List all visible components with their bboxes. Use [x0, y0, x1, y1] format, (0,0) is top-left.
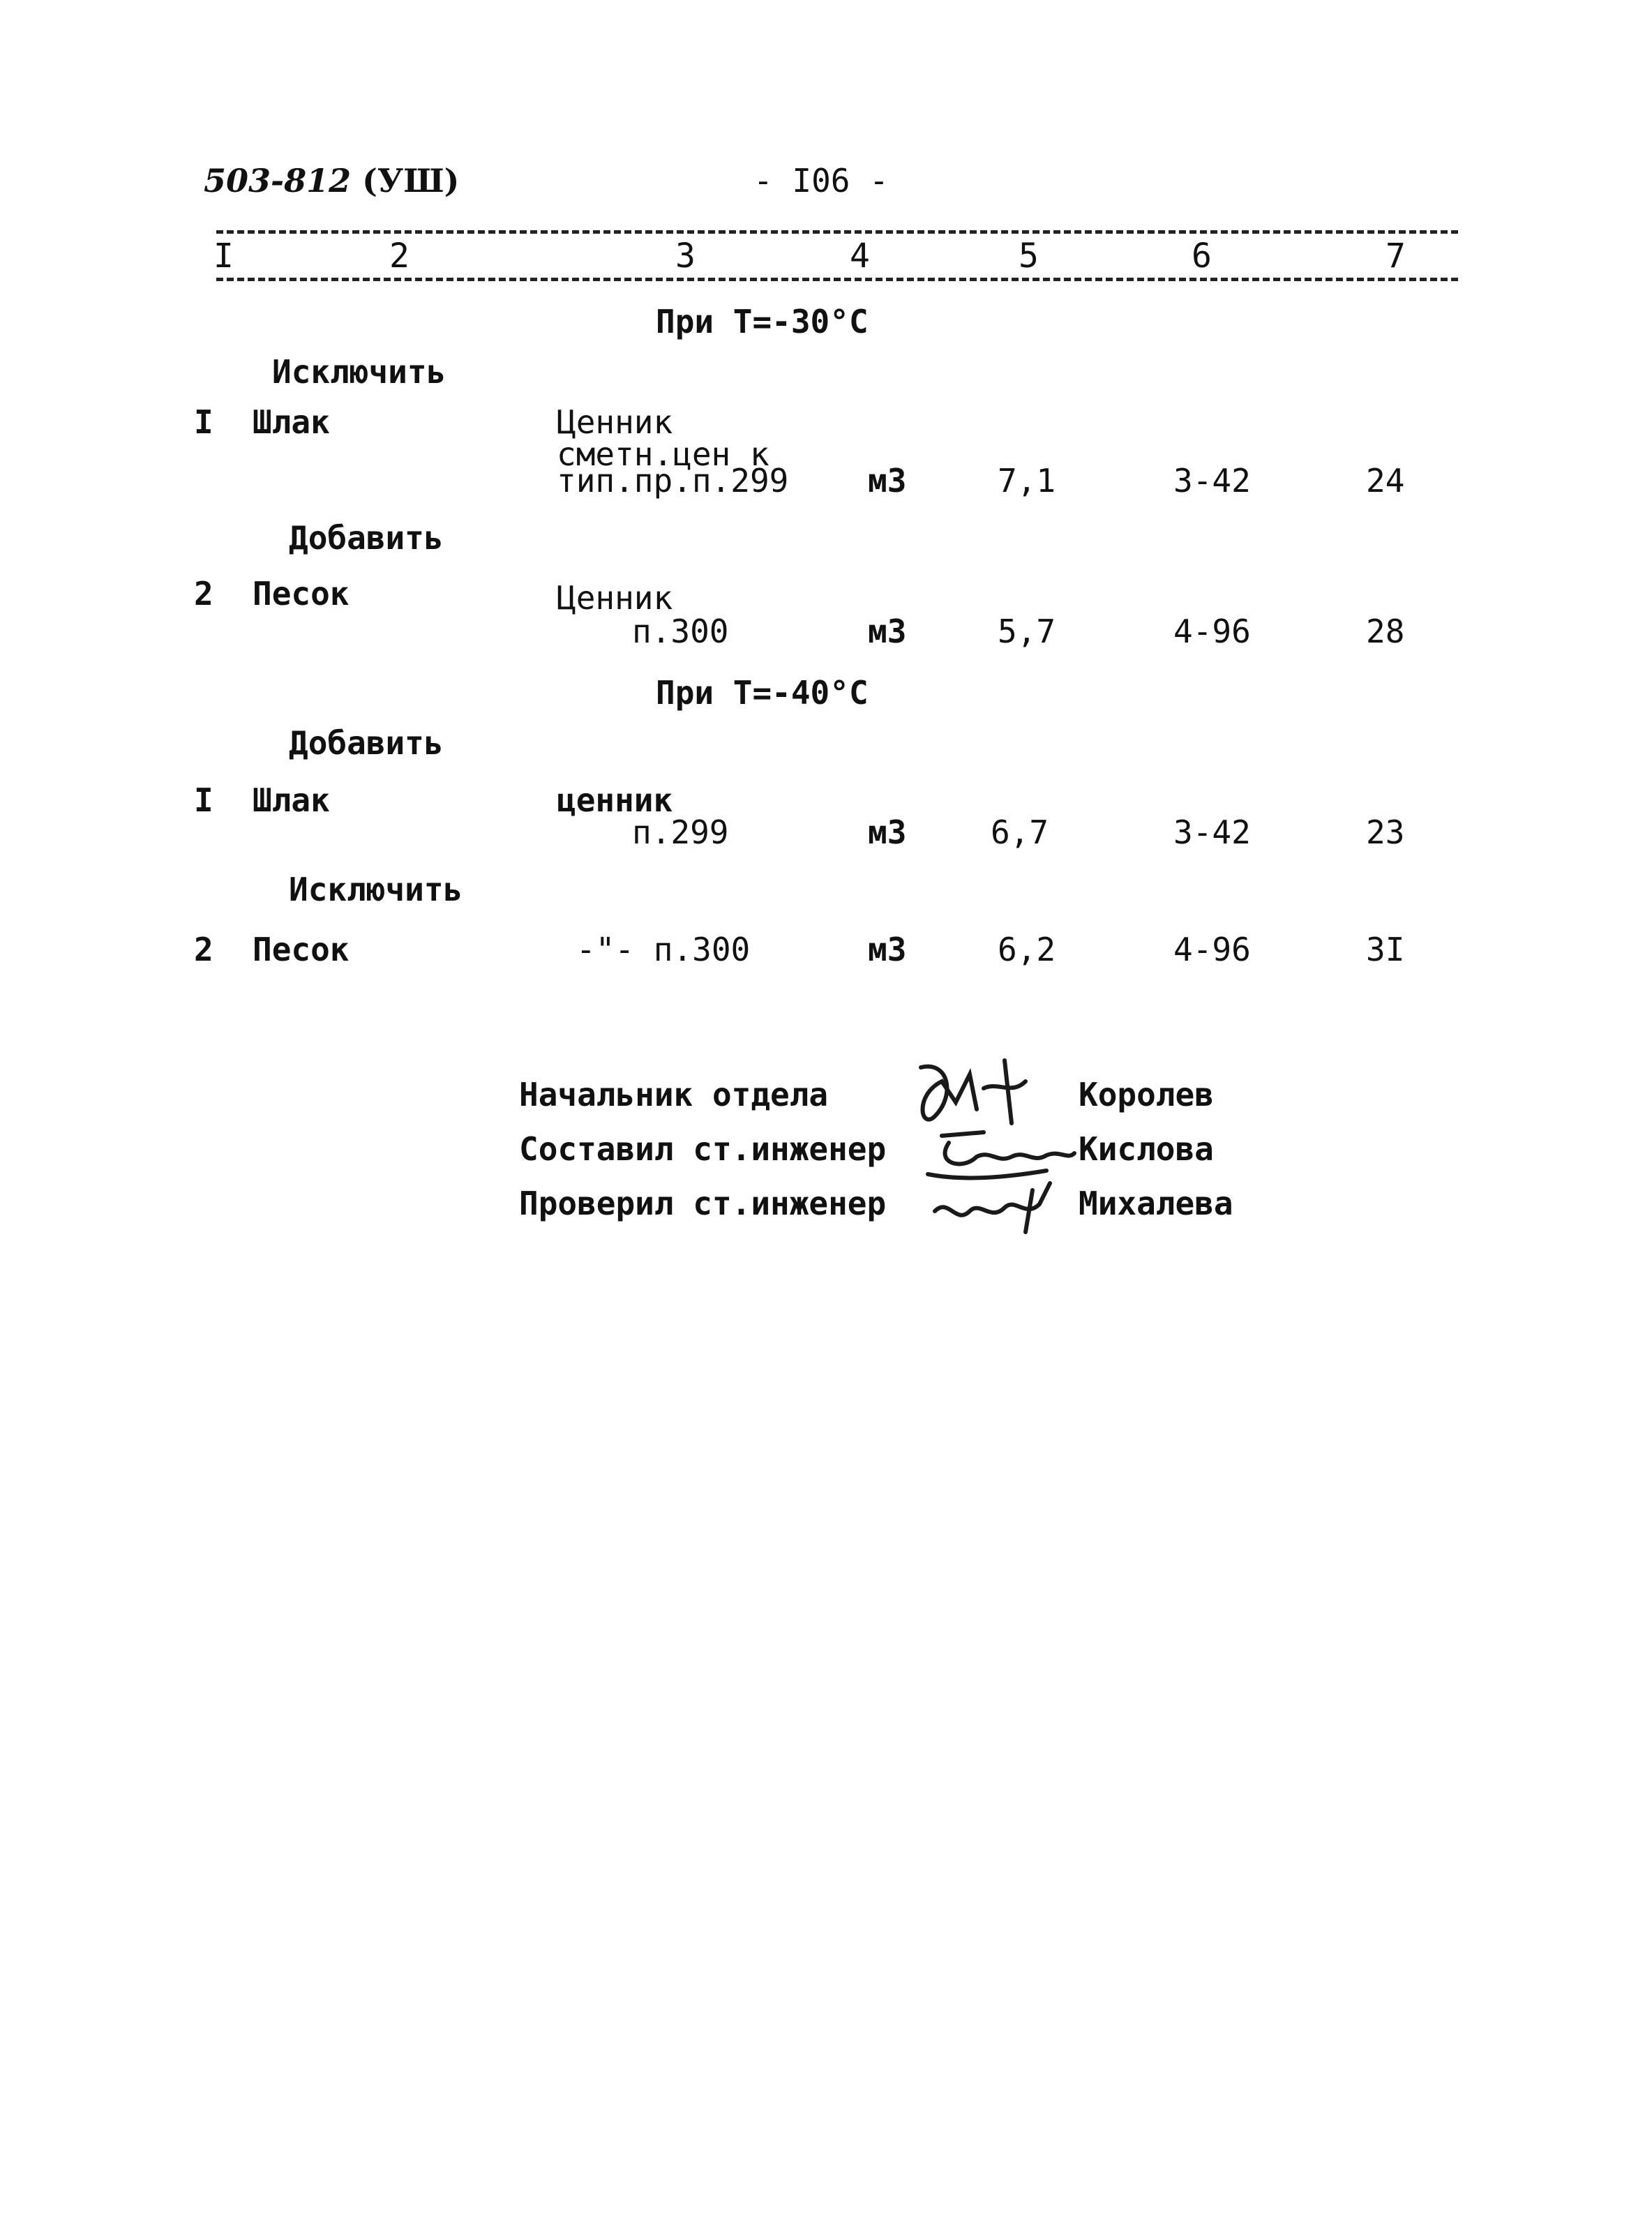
page-number: - I06 -: [753, 162, 889, 200]
material-name: Шлак: [253, 781, 330, 819]
signature-reviewer: [928, 1176, 1060, 1239]
column-number-6: 6: [1192, 237, 1212, 276]
source-line: Ценник: [557, 579, 673, 617]
unit: м3: [868, 462, 907, 500]
column-number-2: 2: [389, 237, 410, 276]
column-number-5: 5: [1019, 237, 1039, 276]
quantity: 7,1: [998, 462, 1056, 500]
exclude-label: Исключить: [289, 871, 463, 908]
signatory-role: Проверил ст.инженер: [519, 1185, 887, 1222]
source-line: Ценник: [557, 403, 673, 441]
unit-price: 4-96: [1173, 931, 1251, 968]
total-cost: 28: [1366, 613, 1405, 650]
row-number: I: [194, 781, 213, 819]
signatory-name: Королев: [1079, 1076, 1214, 1113]
source-line: -"- п.300: [576, 931, 751, 968]
row-number: 2: [194, 575, 213, 613]
source-line: сметн.цен к: [557, 435, 769, 473]
column-number-3: 3: [675, 237, 696, 276]
table-header-bottom-rule: [216, 278, 1458, 281]
unit-price: 3-42: [1173, 462, 1251, 500]
material-name: Песок: [253, 931, 350, 968]
unit-price: 4-96: [1173, 613, 1251, 650]
add-label: Добавить: [289, 724, 444, 762]
source-line: п.300: [632, 613, 729, 650]
document-reference: [204, 163, 459, 198]
table-header-top-rule: [216, 230, 1458, 234]
column-number-4: 4: [850, 237, 870, 276]
signatory-role: Начальник отдела: [519, 1076, 829, 1113]
unit: м3: [868, 613, 907, 650]
quantity: 6,7: [991, 813, 1049, 851]
unit: м3: [868, 931, 907, 968]
section-heading-minus-30: При Т=-30°C: [656, 303, 869, 340]
row-number: I: [194, 403, 213, 441]
source-line: ценник: [557, 781, 673, 819]
quantity: 6,2: [998, 931, 1056, 968]
signature-compiler: [921, 1122, 1081, 1185]
unit: м3: [868, 813, 907, 851]
exclude-label: Исключить: [272, 353, 446, 391]
signatory-name: Михалева: [1079, 1185, 1233, 1222]
source-line: п.299: [632, 813, 729, 851]
signatory-name: Кислова: [1079, 1130, 1214, 1168]
signatory-role: Составил ст.инженер: [519, 1130, 887, 1168]
add-label: Добавить: [289, 519, 444, 557]
total-cost: 23: [1366, 813, 1405, 851]
unit-price: 3-42: [1173, 813, 1251, 851]
material-name: Песок: [253, 575, 350, 613]
column-number-7: 7: [1386, 237, 1406, 276]
total-cost: 24: [1366, 462, 1405, 500]
section-heading-minus-40: При Т=-40°C: [656, 674, 869, 712]
quantity: 5,7: [998, 613, 1056, 650]
total-cost: 3I: [1366, 931, 1405, 968]
row-number: 2: [194, 931, 213, 968]
document-code-suffix: (УШ): [362, 162, 460, 200]
material-name: Шлак: [253, 403, 330, 441]
source-line: тип.пр.п.299: [557, 462, 789, 500]
document-code: 503-812: [204, 162, 352, 200]
column-number-1: I: [213, 237, 234, 276]
